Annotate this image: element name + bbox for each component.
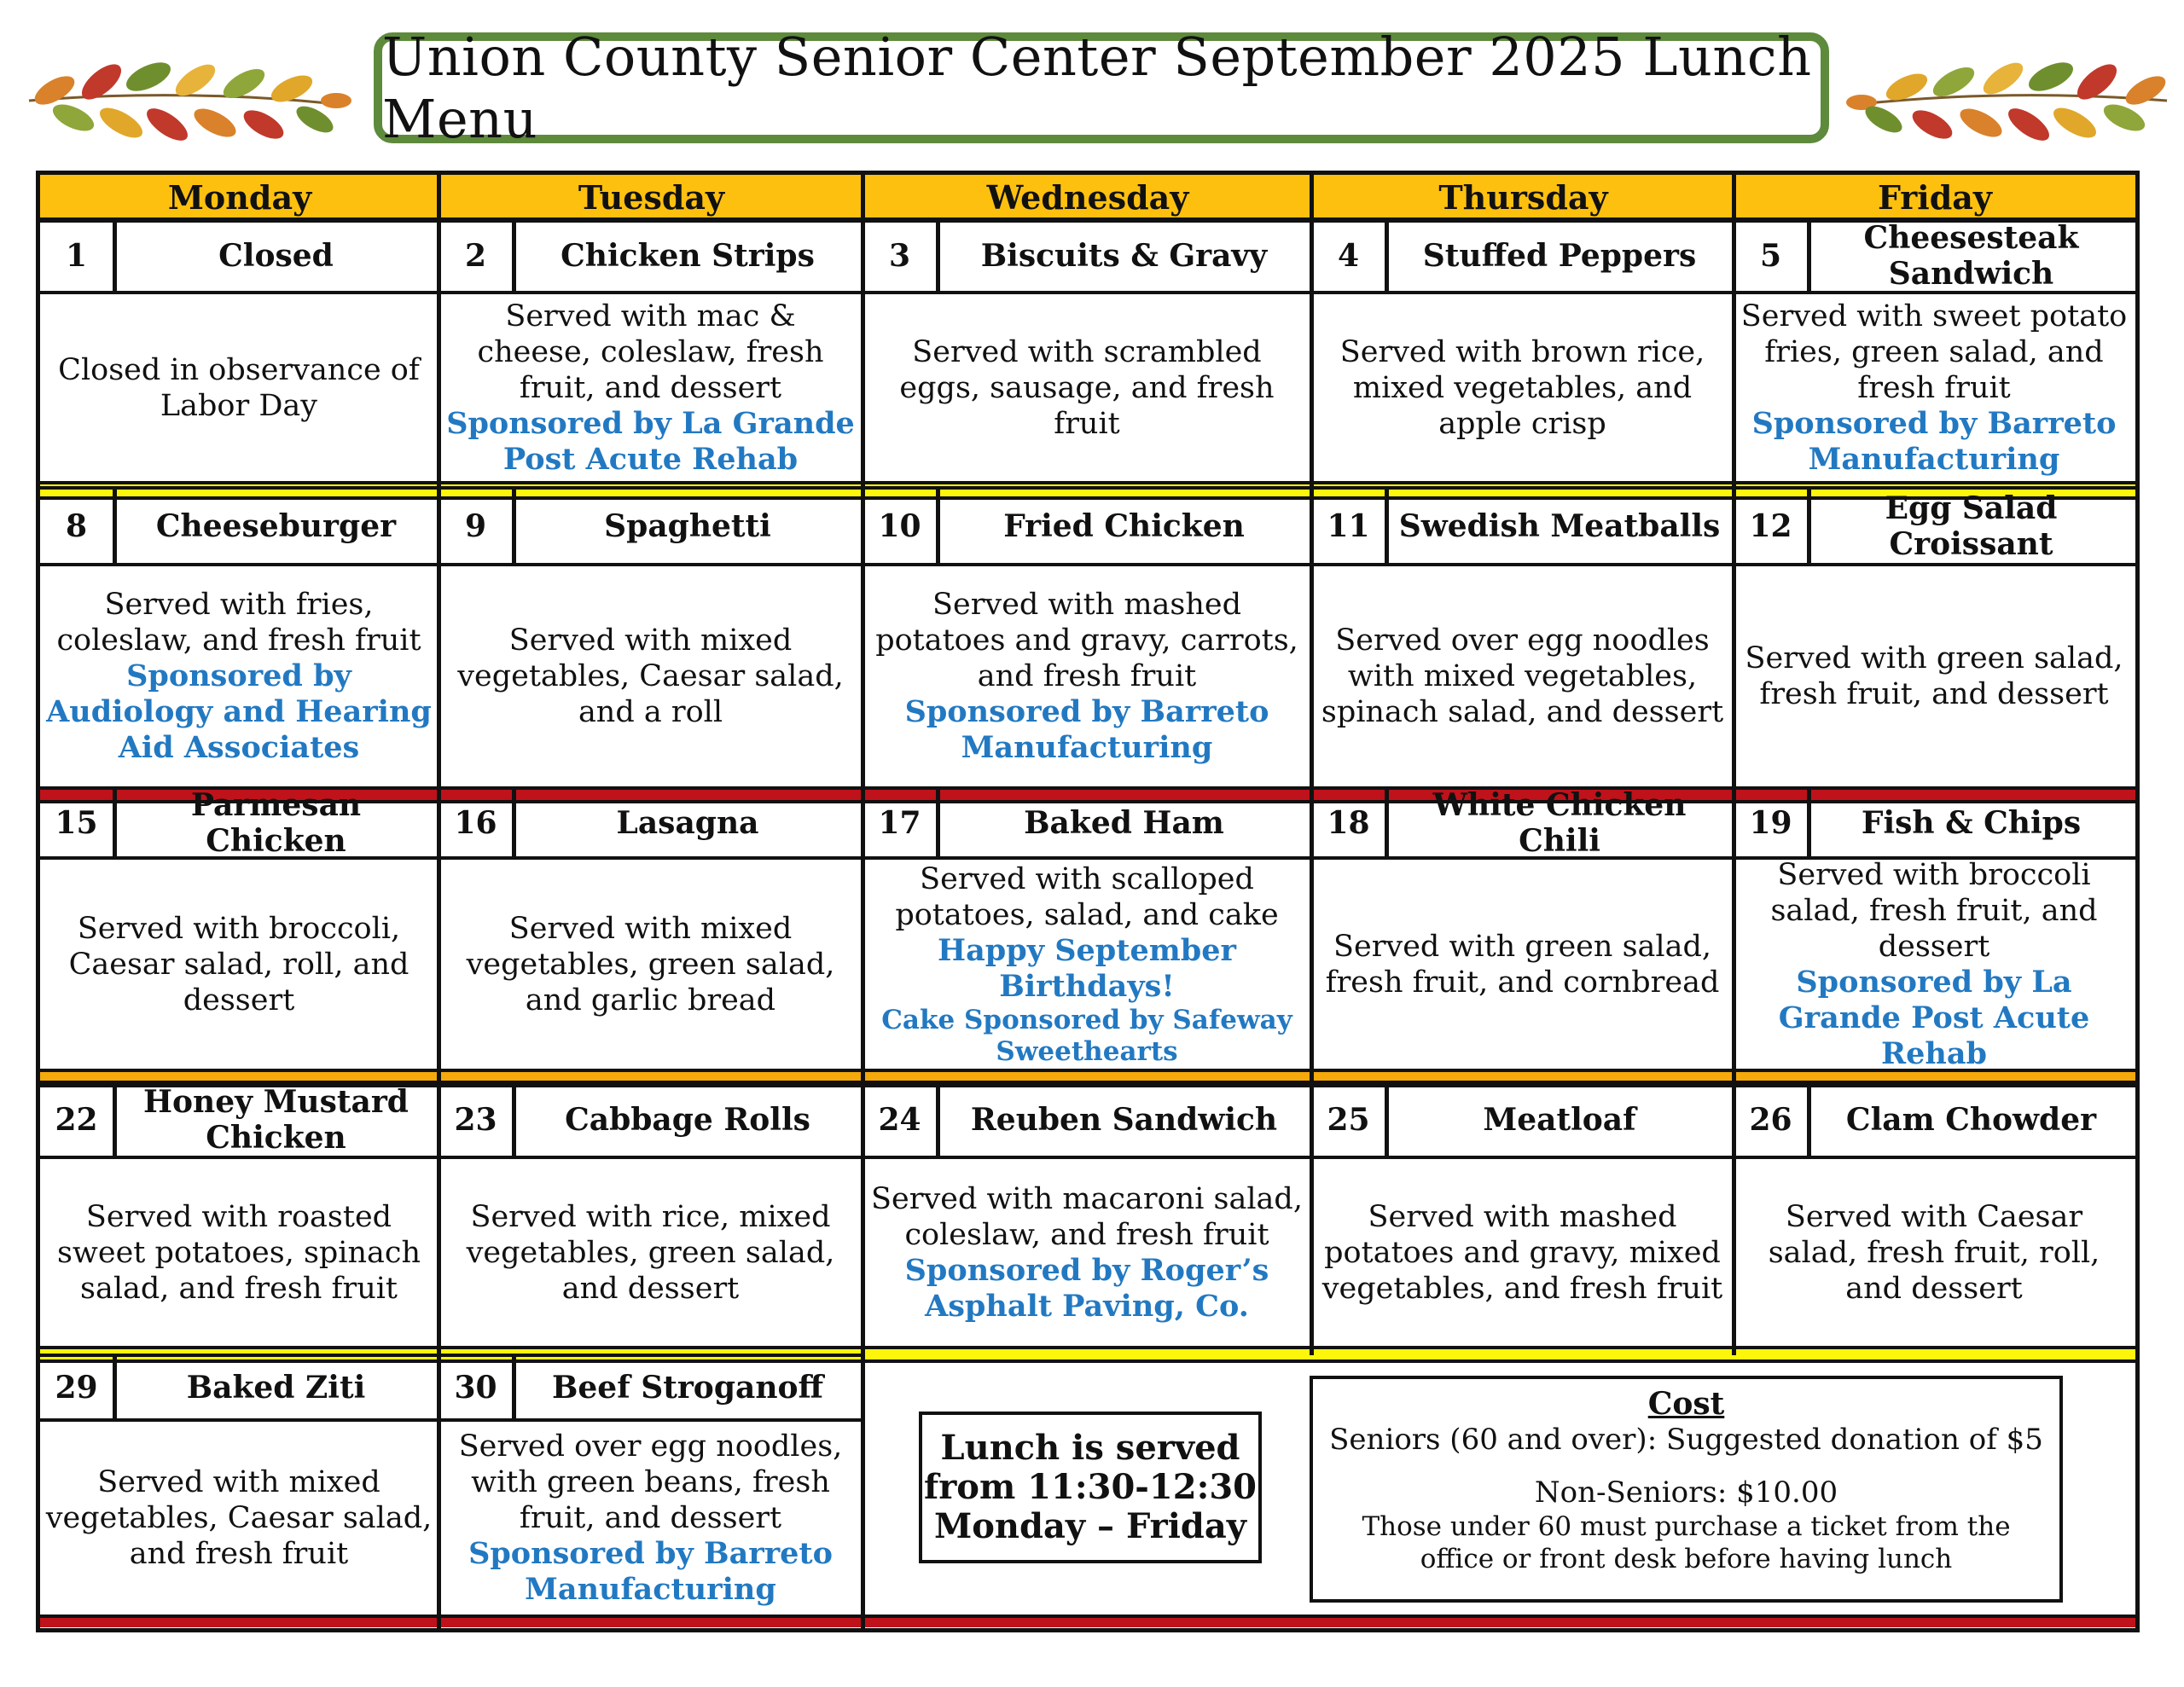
description-text: Served with brown rice, mixed vegetables, and apple crisp — [1339, 334, 1705, 441]
description-text: Served over egg noodles, with green beans, fresh fruit, and dessert — [458, 1429, 843, 1535]
sponsor-text: Happy September Birthdays! — [938, 932, 1236, 1004]
weekday-header-tuesday: Tuesday — [578, 177, 725, 217]
meal-name: Swedish Meatballs — [1398, 508, 1721, 544]
sponsor-text: Cake Sponsored by Safeway Sweethearts — [881, 1004, 1292, 1067]
meal-name: Egg Salad Croissant — [1885, 490, 2058, 562]
meal-description — [868, 566, 1305, 786]
day-number: 4 — [1337, 238, 1360, 274]
meal-description — [1317, 294, 1728, 481]
meal-name: Chicken Strips — [561, 238, 815, 274]
meal-description — [45, 1422, 433, 1615]
sponsor-text: Sponsored by La Grande Post Acute Rehab — [1778, 964, 2090, 1071]
description-text: Served with macaroni salad, coleslaw, and fresh fruit — [871, 1181, 1303, 1252]
description-text: Served with broccoli, Caesar salad, roll, and dessert — [68, 911, 410, 1017]
weekday-header-friday: Friday — [1877, 177, 1993, 217]
meal-description — [1317, 566, 1728, 786]
meal-name: Cheeseburger — [155, 508, 397, 544]
description-text: Served with scrambled eggs, sausage, and fresh fruit — [899, 334, 1275, 441]
day-number: 24 — [878, 1102, 921, 1138]
column-divider — [1310, 175, 1314, 1355]
day-number: 23 — [454, 1102, 497, 1138]
description-text: Closed in observance of Labor Day — [58, 352, 420, 423]
day-number: 18 — [1327, 805, 1370, 841]
autumn-leaves-left — [20, 41, 353, 160]
meal-name: Honey Mustard Chicken — [143, 1084, 409, 1156]
meal-description — [45, 860, 433, 1069]
cost-box — [1310, 1376, 2063, 1603]
meal-description — [444, 1159, 857, 1346]
description-text: Served with mashed potatoes and gravy, mixed vegetables, and fresh fruit — [1321, 1199, 1723, 1306]
description-text: Served with mixed vegetables, green salad, and garlic bread — [466, 911, 835, 1017]
cost-seniors: Seniors (60 and over): Suggested donation of $5 — [1329, 1423, 2043, 1457]
cost-note: office or front desk before having lunch — [1420, 1544, 1953, 1574]
day-number: 30 — [454, 1370, 497, 1406]
meal-name: Cheesesteak Sandwich — [1863, 220, 2079, 292]
day-number: 17 — [878, 805, 921, 841]
sponsor-text: Sponsored by Roger’s Asphalt Paving, Co. — [904, 1252, 1269, 1324]
column-divider — [861, 175, 865, 1628]
meal-description — [868, 860, 1305, 1069]
description-text: Served with green salad, fresh fruit, and cornbread — [1325, 929, 1720, 1000]
sponsor-text: Sponsored by La Grande Post Acute Rehab — [446, 405, 855, 477]
lunch-hours-line: Lunch is served — [940, 1428, 1240, 1468]
meal-description — [45, 1159, 433, 1346]
day-number: 22 — [55, 1102, 98, 1138]
meal-name: Baked Ziti — [186, 1370, 366, 1406]
day-number: 8 — [65, 508, 88, 544]
meal-name: Clam Chowder — [1845, 1102, 2097, 1138]
day-number: 16 — [454, 805, 497, 841]
weekday-header-wednesday: Wednesday — [986, 177, 1189, 217]
day-number: 2 — [464, 238, 487, 274]
day-number: 12 — [1749, 508, 1792, 544]
meal-name: Baked Ham — [1024, 805, 1224, 841]
cost-note: Those under 60 must purchase a ticket from the — [1362, 1511, 2011, 1542]
description-text: Served with mac & cheese, coleslaw, fresh fruit, and dessert — [477, 299, 824, 405]
cost-title: Cost — [1647, 1386, 1725, 1422]
column-divider — [1732, 175, 1736, 1355]
sponsor-text: Sponsored by Barreto Manufacturing — [904, 694, 1269, 765]
day-number: 11 — [1327, 508, 1370, 544]
description-text: Served with mixed vegetables, Caesar salad, and a roll — [457, 623, 844, 729]
day-number: 9 — [464, 508, 487, 544]
meal-name: Spaghetti — [604, 508, 771, 544]
meal-name: Fried Chicken — [1003, 508, 1245, 544]
day-number: 1 — [65, 238, 88, 274]
weekday-header-row — [40, 175, 2135, 223]
meal-description — [444, 566, 857, 786]
day-number: 15 — [55, 805, 98, 841]
meal-name: White Chicken Chili — [1432, 787, 1687, 859]
meal-description — [1740, 566, 2129, 786]
lunch-hours-line: from 11:30-12:30 — [924, 1467, 1257, 1507]
meal-description — [1317, 1159, 1728, 1346]
meal-name: Lasagna — [616, 805, 759, 841]
meal-name: Parmesan Chicken — [190, 787, 362, 859]
description-text: Served with mashed potatoes and gravy, carrots, and fresh fruit — [875, 588, 1298, 693]
sponsor-text: Sponsored by Barreto Manufacturing — [1751, 405, 2117, 477]
lunch-hours-line: Monday – Friday — [933, 1506, 1247, 1546]
weekday-header-thursday: Thursday — [1438, 177, 1608, 217]
description-text: Served with rice, mixed vegetables, green salad, and dessert — [466, 1199, 835, 1306]
description-text: Served with mixed vegetables, Caesar salad, and fresh fruit — [45, 1465, 433, 1571]
day-number: 19 — [1749, 805, 1792, 841]
week-separator — [40, 1618, 2135, 1627]
meal-description — [1740, 1159, 2129, 1346]
meal-name: Reuben Sandwich — [970, 1102, 1278, 1138]
meal-description — [1740, 294, 2129, 481]
description-text: Served with sweet potato fries, green salad, and fresh fruit — [1740, 299, 2128, 405]
cost-non-seniors: Non-Seniors: $10.00 — [1534, 1475, 1838, 1510]
sponsor-text: Sponsored by Audiology and Hearing Aid Associates — [46, 658, 432, 765]
meal-description — [444, 294, 857, 481]
page-title: Union County Senior Center September 2025 Lunch Menu — [382, 26, 1812, 150]
lunch-hours-box — [919, 1412, 1262, 1563]
meal-name: Meatloaf — [1483, 1102, 1636, 1138]
meal-description — [444, 860, 857, 1069]
meal-description — [1740, 857, 2129, 1071]
meal-description — [45, 294, 433, 481]
meal-description — [1317, 860, 1728, 1069]
day-number: 5 — [1759, 238, 1782, 274]
description-text: Served with scalloped potatoes, salad, and cake — [895, 861, 1279, 932]
meal-description — [444, 1422, 857, 1615]
weekday-header-monday: Monday — [167, 177, 312, 217]
description-text: Served over egg noodles with mixed vegetables, spinach salad, and dessert — [1321, 623, 1724, 729]
meal-name: Closed — [218, 238, 334, 274]
day-number: 26 — [1749, 1102, 1792, 1138]
meal-name: Stuffed Peppers — [1422, 238, 1697, 274]
meal-description — [868, 294, 1305, 481]
description-text: Served with green salad, fresh fruit, and dessert — [1745, 641, 2123, 711]
title-banner — [374, 26, 1829, 150]
day-number: 3 — [888, 238, 911, 274]
day-number: 25 — [1327, 1102, 1370, 1138]
day-number: 29 — [55, 1370, 98, 1406]
sponsor-text: Sponsored by Barreto Manufacturing — [468, 1536, 833, 1607]
description-text: Served with broccoli salad, fresh fruit, and dessert — [1770, 857, 2098, 964]
description-text: Served with Caesar salad, fresh fruit, roll, and dessert — [1768, 1199, 2100, 1306]
meal-description — [868, 1159, 1305, 1346]
meal-name: Beef Stroganoff — [551, 1370, 824, 1406]
autumn-leaves-right — [1843, 41, 2175, 160]
meal-name: Cabbage Rolls — [565, 1102, 810, 1138]
meal-description — [45, 566, 433, 786]
column-divider — [437, 175, 441, 1628]
day-number: 10 — [878, 508, 921, 544]
description-text: Served with fries, coleslaw, and fresh fruit — [56, 588, 421, 658]
description-text: Served with roasted sweet potatoes, spinach salad, and fresh fruit — [56, 1199, 421, 1306]
meal-name: Biscuits & Gravy — [980, 238, 1268, 274]
meal-name: Fish & Chips — [1861, 805, 2082, 841]
